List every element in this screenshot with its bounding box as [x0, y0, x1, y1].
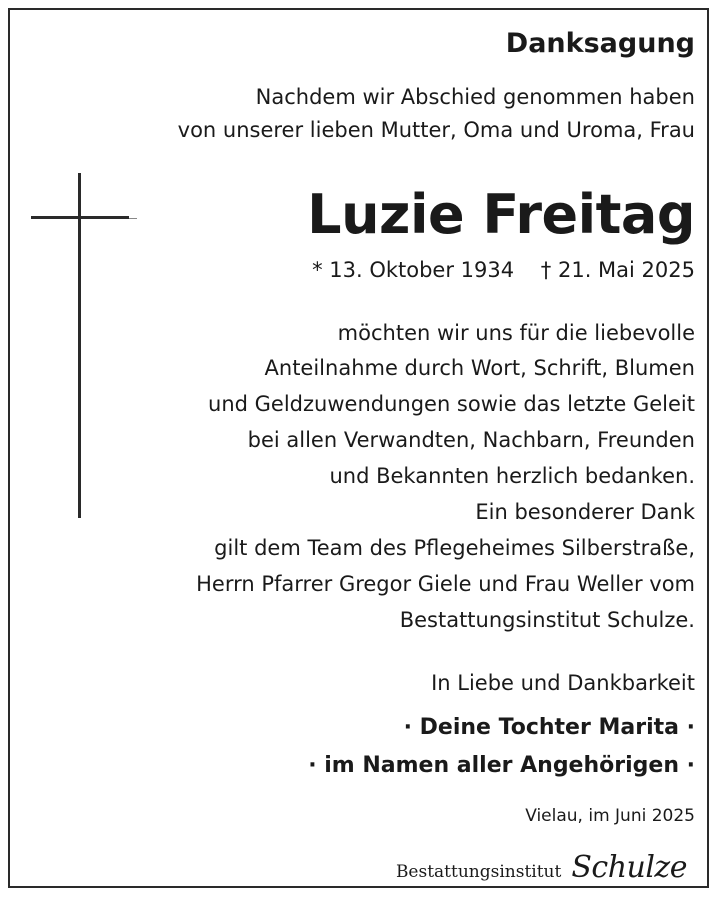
notice-heading: Danksagung — [505, 28, 695, 59]
place-date: Vielau, im Juni 2025 — [525, 806, 695, 826]
body-line: Herrn Pfarrer Gregor Giele und Frau Weller vom — [196, 572, 695, 596]
body-line: möchten wir uns für die liebevolle — [337, 321, 695, 345]
body-line: bei allen Verwandten, Nachbarn, Freunden — [247, 428, 695, 452]
body-line: Anteilnahme durch Wort, Schrift, Blumen — [264, 356, 695, 380]
deceased-name: Luzie Freitag — [307, 183, 695, 246]
body-line: und Bekannten herzlich bedanken. — [329, 464, 695, 488]
cross-icon-bar — [31, 216, 129, 219]
closing-line: In Liebe und Dankbarkeit — [431, 671, 695, 695]
cross-icon — [78, 173, 81, 518]
funeral-home-logo: Schulze — [571, 850, 687, 885]
funeral-home-footer — [396, 850, 687, 885]
cross-icon-bar-tail — [129, 218, 137, 219]
body-line: und Geldzuwendungen sowie das letzte Geleit — [208, 392, 695, 416]
signatory-line: · Deine Tochter Marita · — [403, 715, 695, 740]
body-line: gilt dem Team des Pflegeheimes Silberstraße, — [214, 536, 695, 560]
body-line: Ein besonderer Dank — [475, 500, 695, 524]
body-line: Bestattungsinstitut Schulze. — [399, 608, 695, 632]
funeral-home-label: Bestattungsinstitut — [395, 862, 562, 882]
intro-line: von unserer lieben Mutter, Oma und Uroma, Frau — [177, 118, 695, 142]
life-dates: * 13. Oktober 1934 † 21. Mai 2025 — [312, 258, 695, 282]
intro-line: Nachdem wir Abschied genommen haben — [255, 85, 695, 109]
signatory-line: · im Namen aller Angehörigen · — [308, 753, 695, 778]
